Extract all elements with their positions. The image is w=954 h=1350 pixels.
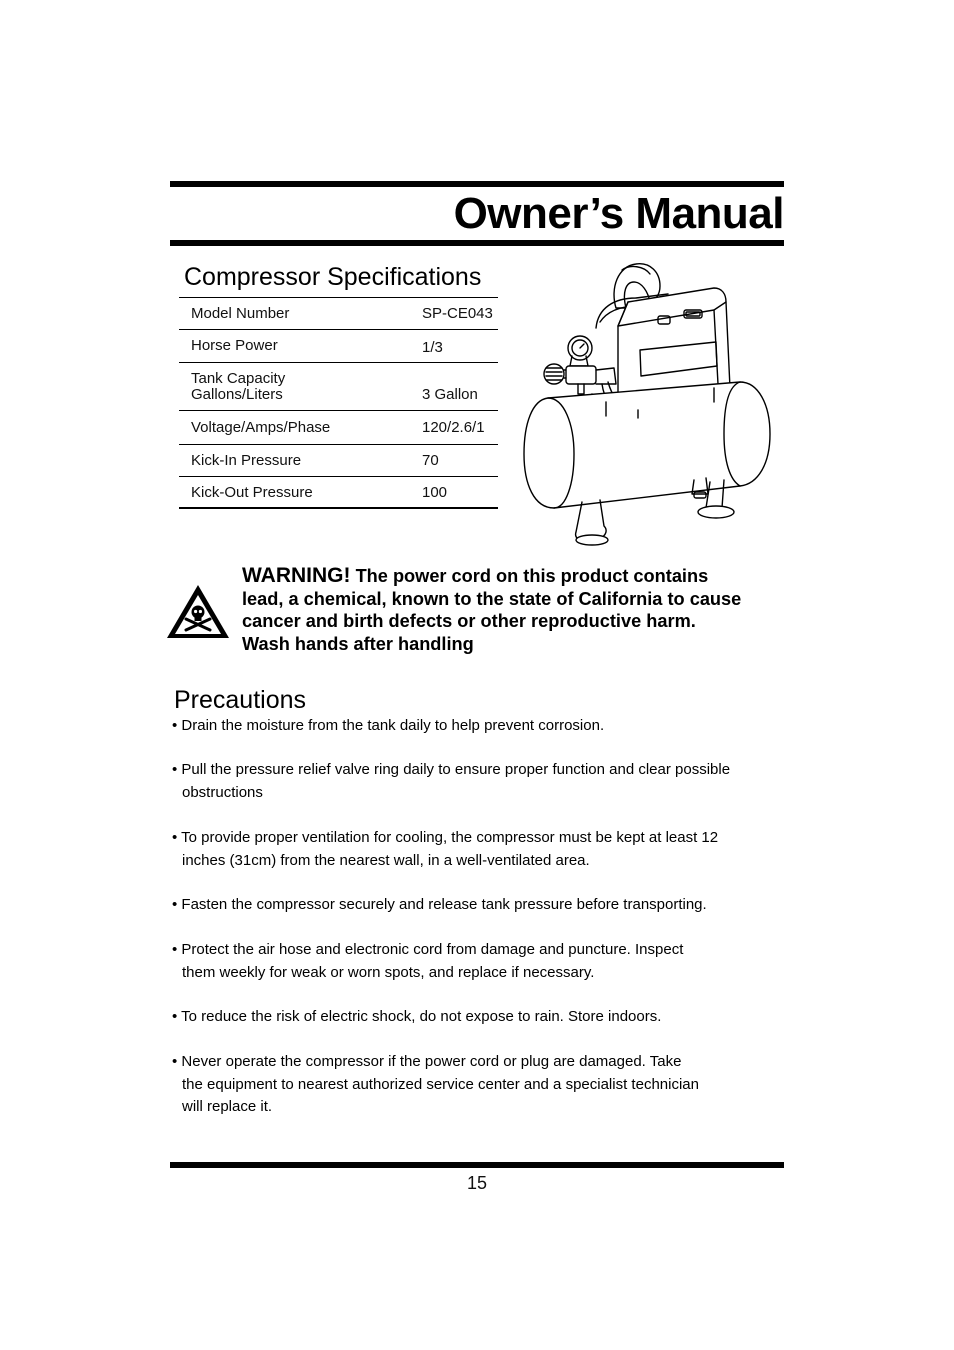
precaution-text: • Fasten the compressor securely and release tank pressure before transporting. [172, 896, 707, 913]
page-title: Owner’s Manual [453, 189, 784, 238]
warning-line [242, 565, 787, 588]
precaution-text: • Drain the moisture from the tank daily to help prevent corrosion. [172, 717, 605, 734]
precaution-text: them weekly for weak or worn spots, and replace if necessary. [182, 963, 595, 981]
precaution-item [172, 1051, 782, 1119]
precaution-item [172, 827, 782, 872]
warning-text: The power cord on this product contains [355, 566, 709, 586]
spec-value: 120/2.6/1 [422, 419, 485, 436]
precaution-text: • To reduce the risk of electric shock, do not expose to rain. Store indoors. [172, 1008, 662, 1025]
spec-row-kick-out [179, 477, 498, 509]
precaution-text: • Pull the pressure relief valve ring daily to ensure proper function and clear possible [172, 761, 731, 778]
spec-row-kick-in [179, 445, 498, 477]
spec-label: Voltage/Amps/Phase [191, 419, 331, 436]
spec-label: Kick-In Pressure [191, 452, 302, 469]
precaution-text: • Never operate the compressor if the power cord or plug are damaged. Take [172, 1053, 682, 1070]
spec-label: Horse Power [191, 337, 278, 354]
warning-notice [242, 565, 787, 655]
precaution-text: • Protect the air hose and electronic cord from damage and puncture. Inspect [172, 941, 684, 958]
spec-row-tank-capacity [179, 363, 498, 411]
spec-value: 100 [422, 484, 448, 501]
spec-value: 1/3 [422, 339, 443, 356]
warning-text: lead, a chemical, known to the state of California to cause [242, 588, 742, 609]
precaution-text: • To provide proper ventilation for cooling, the compressor must be kept at least 12 [172, 829, 719, 846]
spec-label: Gallons/Liters [191, 386, 283, 403]
spec-row-model-number [179, 298, 498, 330]
spec-value: SP-CE043 [422, 305, 493, 322]
spec-row-horse-power [179, 330, 498, 363]
precaution-item [172, 1006, 782, 1029]
spec-label: Kick-Out Pressure [191, 484, 313, 501]
spec-value: 70 [422, 452, 439, 469]
warning-text: Wash hands after handling [242, 633, 474, 654]
spec-value: 3 Gallon [422, 386, 478, 403]
spec-label: Model Number [191, 305, 290, 322]
precaution-text: obstructions [182, 783, 263, 801]
precaution-item [172, 939, 782, 984]
spec-label: Tank Capacity [191, 370, 286, 387]
precaution-item [172, 894, 782, 917]
warning-title: WARNING! [242, 564, 351, 587]
precaution-text: inches (31cm) from the nearest wall, in a well-ventilated area. [182, 851, 590, 869]
precaution-item [172, 759, 782, 804]
specifications-heading: Compressor Specifications [184, 263, 482, 291]
specifications-table [179, 297, 498, 509]
precaution-text: will replace it. [182, 1098, 273, 1115]
air-compressor-illustration [518, 258, 778, 548]
precaution-item [172, 715, 782, 738]
title-underline-rule [170, 240, 784, 246]
precautions-heading: Precautions [174, 686, 307, 714]
warning-text: cancer and birth defects or other reproductive harm. [242, 611, 696, 631]
page-number: 15 [466, 1173, 488, 1193]
bottom-rule [170, 1162, 784, 1168]
skull-warning-icon [164, 582, 232, 642]
precaution-text: the equipment to nearest authorized service center and a specialist technician [182, 1075, 699, 1093]
spec-row-voltage [179, 411, 498, 445]
top-rule [170, 181, 784, 187]
